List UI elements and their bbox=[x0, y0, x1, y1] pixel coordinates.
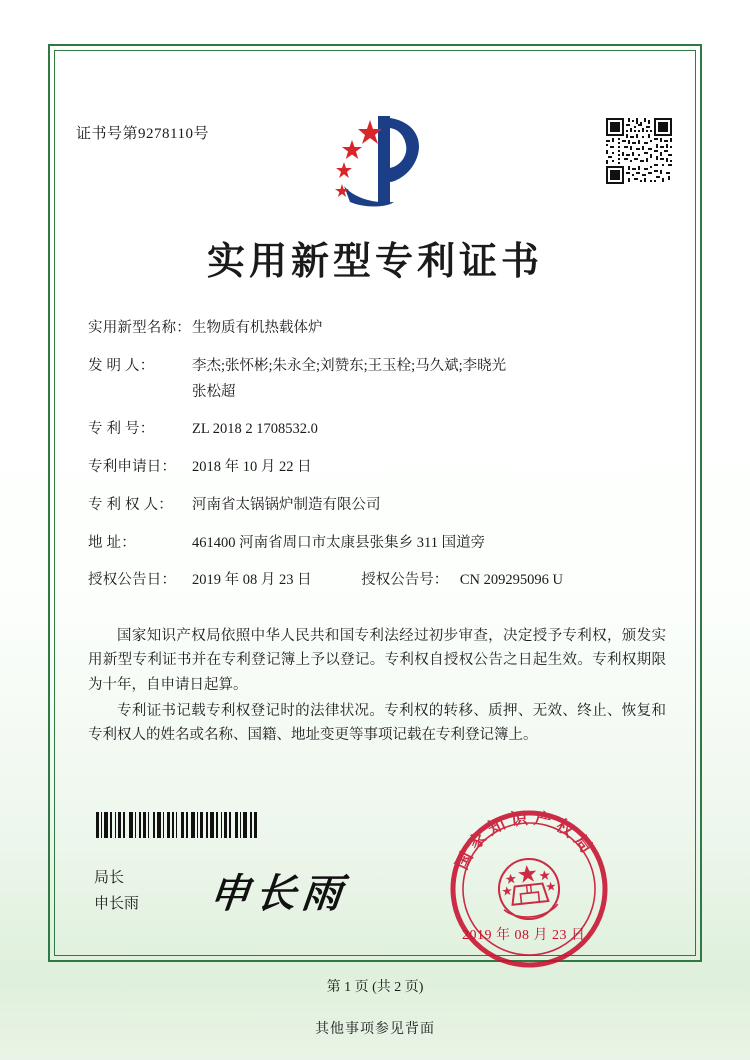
page-title: 实用新型专利证书 bbox=[206, 241, 543, 283]
field-value: 生物质有机热载体炉 bbox=[192, 320, 323, 336]
page-number: 第 1 页 (共 2 页) bbox=[326, 980, 424, 995]
field-label: 实用新型名称： bbox=[88, 320, 191, 336]
field-value: 2018 年 10 月 22 日 bbox=[192, 459, 312, 475]
director-name-label: 申长雨 bbox=[94, 895, 140, 912]
field-list bbox=[88, 318, 668, 608]
field-label: 发 明 人： bbox=[88, 357, 155, 374]
handwritten-signature: 申长雨 bbox=[207, 870, 351, 917]
field-value: ZL 2018 2 1708532.0 bbox=[192, 421, 318, 438]
field-value-grant-number: CN 209295096 U bbox=[459, 572, 563, 589]
field-label: 专 利 号： bbox=[88, 421, 155, 438]
paragraph-2: 专利证书记载专利权登记时的法律状况。专利权的转移、质押、无效、终止、恢复和专利权人的姓名或名称、国籍、地址变更等事项记载在专利登记簿上。 bbox=[88, 703, 666, 744]
field-value-line1: 李杰;张怀彬;朱永全;刘赞东;王玉栓;马久斌;李晓光 bbox=[192, 357, 507, 374]
legal-text bbox=[88, 624, 666, 750]
svg-text:国家知识产权局: 国家知识产权局 bbox=[452, 808, 600, 873]
field-value bbox=[192, 356, 668, 404]
field-label: 专 利 权 人： bbox=[88, 496, 173, 513]
field-label: 专利申请日： bbox=[88, 459, 177, 475]
field-row-address bbox=[88, 533, 668, 555]
field-value: 河南省太锅锅炉制造有限公司 bbox=[192, 496, 381, 513]
field-row-grant bbox=[88, 570, 668, 592]
field-row-application-date bbox=[88, 457, 668, 479]
field-value-line2: 张松超 bbox=[192, 383, 236, 400]
certificate-number: 证书号第9278110号 bbox=[76, 126, 209, 142]
field-label: 地 址： bbox=[88, 534, 136, 551]
qr-code-icon bbox=[606, 118, 672, 184]
signature-block bbox=[94, 866, 139, 917]
red-official-seal-icon bbox=[438, 798, 620, 980]
field-value-grant bbox=[192, 570, 668, 592]
field-label-grant-date: 授权公告日： bbox=[88, 572, 177, 589]
field-value-grant-date: 2019 年 08 月 23 日 bbox=[192, 572, 312, 589]
field-label-grant-number: 授权公告号： bbox=[361, 572, 449, 589]
seal-date: 2019 年 08 月 23 日 bbox=[462, 928, 586, 943]
barcode-icon bbox=[96, 812, 320, 838]
field-row-inventors bbox=[88, 356, 668, 404]
footer-note: 其他事项参见背面 bbox=[315, 1022, 435, 1037]
field-value: 461400 河南省周口市太康县张集乡 311 国道旁 bbox=[192, 534, 486, 551]
field-row-patentee bbox=[88, 495, 668, 517]
paragraph-1: 国家知识产权局依照中华人民共和国专利法经过初步审查，决定授予专利权，颁发实用新型专利证书并在专利登记簿上予以登记。专利权自授权公告之日起生效。专利权期限为十年，自申请日起算。 bbox=[88, 628, 666, 693]
grant-number-pair bbox=[361, 572, 563, 588]
field-row-patent-no bbox=[88, 419, 668, 441]
director-title-label: 局长 bbox=[94, 870, 125, 886]
cnipa-emblem-icon bbox=[320, 112, 430, 208]
field-row-name bbox=[88, 318, 668, 340]
